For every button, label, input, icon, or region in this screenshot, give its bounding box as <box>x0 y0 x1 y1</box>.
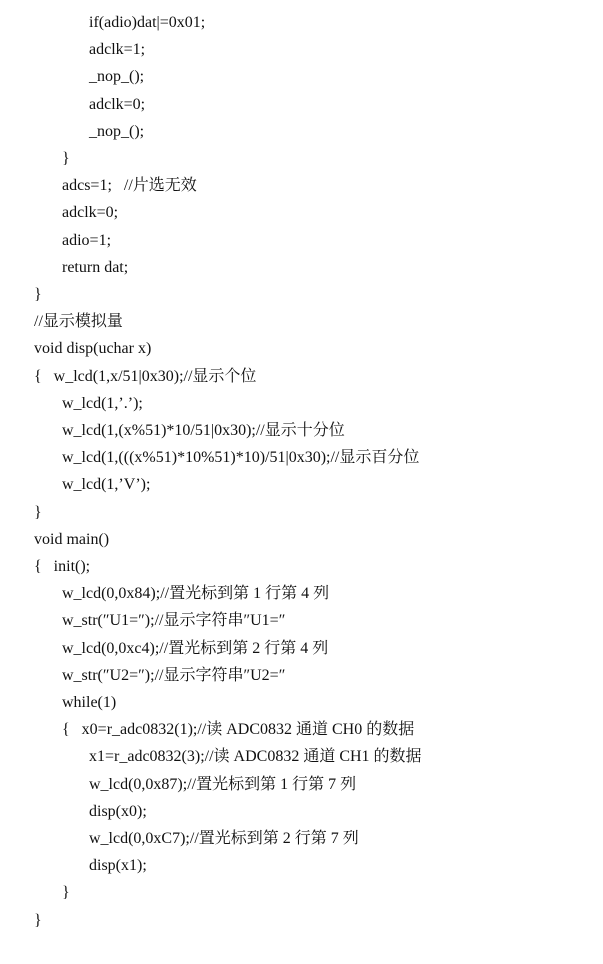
code-line: } <box>34 503 42 521</box>
code-line: disp(x1); <box>89 857 147 875</box>
code-line: } <box>34 286 42 303</box>
code-line: w_lcd(0,0xc4);//置光标到第 2 行第 4 列 <box>62 639 329 657</box>
code-line: w_lcd(1,’.’); <box>62 394 143 412</box>
code-line: w_lcd(0,0x84);//置光标到第 1 行第 4 列 <box>62 585 330 603</box>
code-line: w_lcd(1,’V’); <box>62 476 151 494</box>
code-line: w_lcd(0,0xC7);//置光标到第 2 行第 7 列 <box>89 830 359 847</box>
code-line: } <box>62 150 70 167</box>
code-line: { x0=r_adc0832(1);//读 ADC0832 通道 CH0 的数据 <box>62 721 415 739</box>
code-line: adclk=0; <box>89 95 146 113</box>
code-line: return dat; <box>62 258 129 276</box>
code-line: x1=r_adc0832(3);//读 ADC0832 通道 CH1 的数据 <box>89 748 422 766</box>
code-line: if(adio)dat|=0x01; <box>89 14 206 31</box>
code-line: } <box>34 911 42 929</box>
code-line: { init(); <box>34 558 91 575</box>
code-line: _nop_(); <box>89 68 145 86</box>
code-line: } <box>62 884 70 902</box>
code-line: w_lcd(1,(((x%51)*10%51)*10)/51|0x30);//显示百分位 <box>62 449 420 467</box>
code-line: adclk=1; <box>89 41 146 59</box>
code-line: void main() <box>34 530 110 548</box>
code-line: disp(x0); <box>89 802 147 820</box>
code-line: adclk=0; <box>62 204 119 222</box>
code-line: adcs=1; //片选无效 <box>62 177 197 195</box>
code-line: while(1) <box>62 694 117 711</box>
code-line: w_lcd(0,0x87);//置光标到第 1 行第 7 列 <box>89 775 357 793</box>
code-line: //显示模拟量 <box>34 313 123 331</box>
code-line: w_lcd(1,(x%51)*10/51|0x30);//显示十分位 <box>62 422 345 439</box>
code-line: _nop_(); <box>89 122 145 140</box>
code-line: void disp(uchar x) <box>34 340 152 358</box>
code-line: w_str(″U2=″);//显示字符串″U2=″ <box>62 666 286 684</box>
code-line: w_str(″U1=″);//显示字符串″U1=″ <box>62 612 286 630</box>
code-line: { w_lcd(1,x/51|0x30);//显示个位 <box>34 367 257 385</box>
code-line: adio=1; <box>62 231 112 249</box>
